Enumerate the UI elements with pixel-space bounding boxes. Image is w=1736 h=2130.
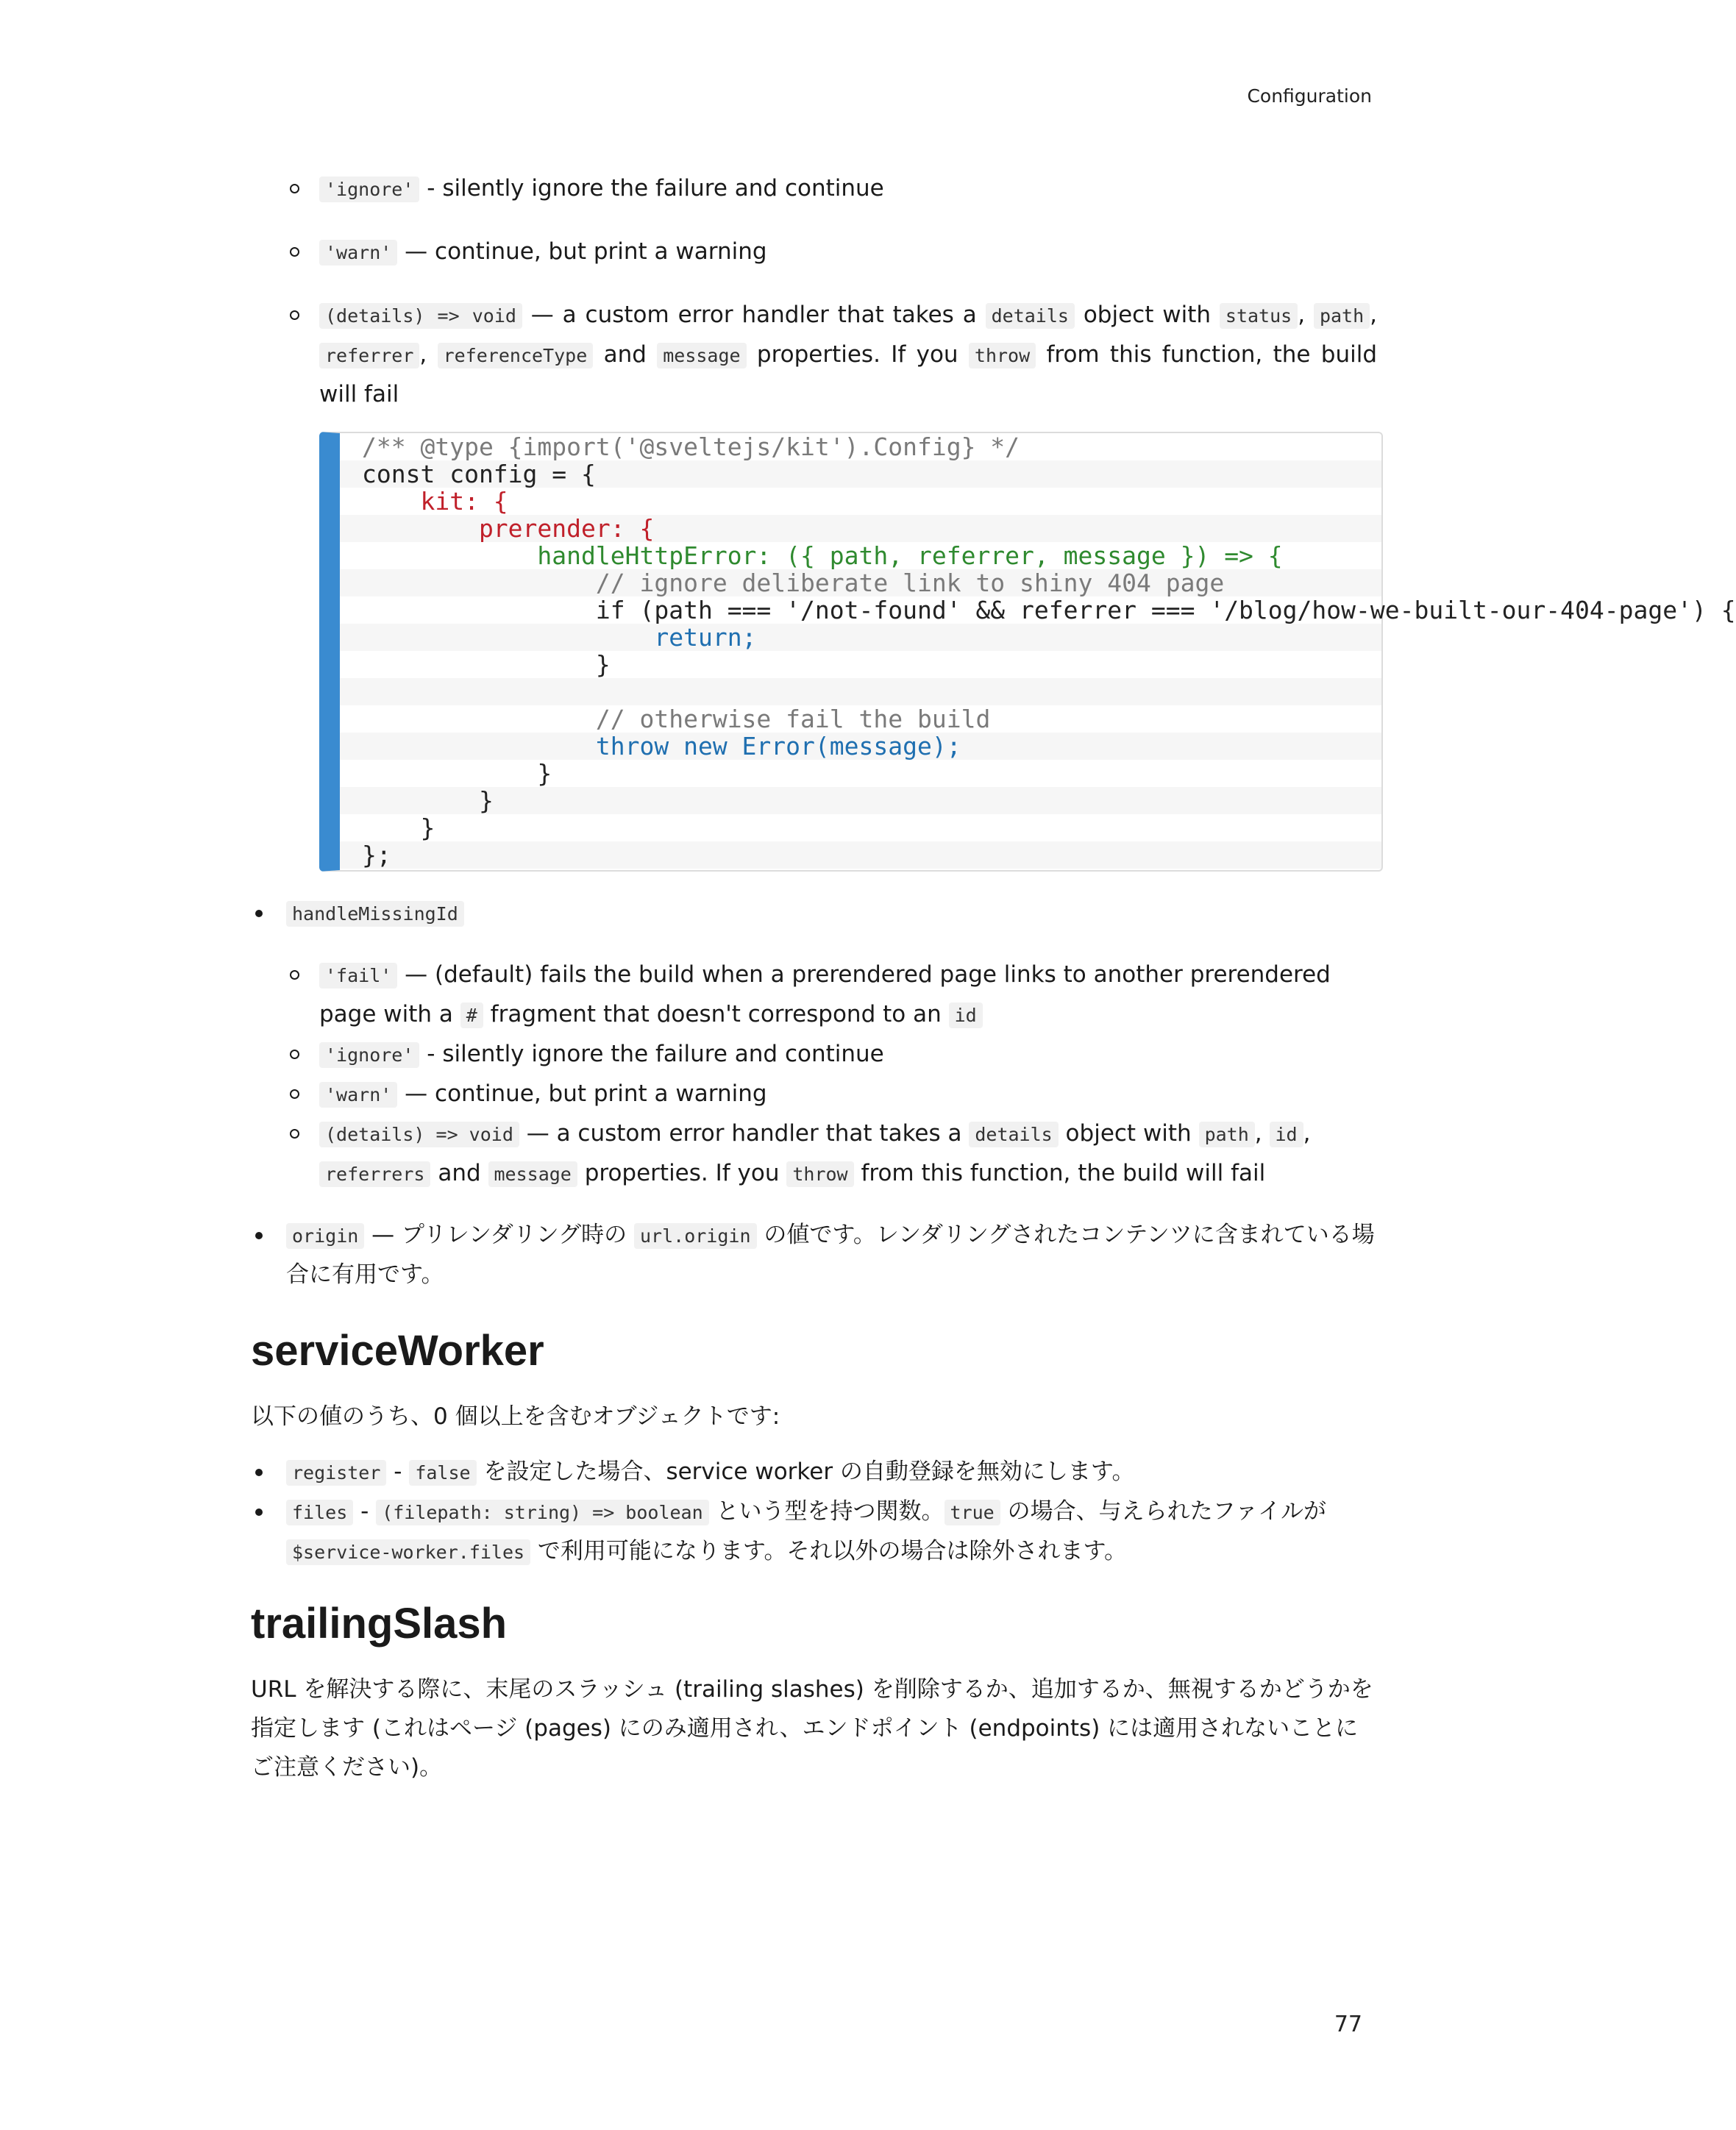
page-number: 77 xyxy=(1334,2012,1362,2037)
list-item: register - false を設定した場合、service worker の自動登録を無効にします。 xyxy=(251,1453,1377,1492)
list-item: 'fail' — (default) fails the build when a prerendered page links to another prerendered page with a # fragment that doesn't correspond to an id xyxy=(251,955,1377,1035)
code-content: /** @type {import('@sveltejs/kit').Config} */ const config = { kit: { prerender: { handleHttpError: ({ path, referrer, message }) => { // ignore deliberate link to shiny 404 page if (path === '/not-found' && referrer === '/blog/how-we-built-our-404-page') { return; } // otherwise fail the build throw new Error(message); } } } }; xyxy=(362,432,1736,869)
inline-code: 'ignore' xyxy=(319,177,419,202)
service-worker-options-list xyxy=(251,1453,1377,1572)
list-item: origin — プリレンダリング時の url.origin の値です。レンダリングされたコンテンツに含まれている場合に有用です。 xyxy=(251,1216,1377,1294)
list-item: files - (filepath: string) => boolean という型を持つ関数。 true の場合、与えられたファイルが $service-worker.files で利用可能になります。それ以外の場合は除外されます。 xyxy=(251,1492,1377,1572)
list-item xyxy=(251,894,1377,1194)
list-item: (details) => void — a custom error handler that takes a details object with path , id , referrers and message properties. If you throw from this function, the build will fail xyxy=(251,1114,1377,1194)
list-item: (details) => void — a custom error handler that takes a details object with status , path , referrer , referenceType and message properties. If you throw from this function, the build will fail xyxy=(251,296,1377,414)
paragraph: 以下の値のうち、0 個以上を含むオブジェクトです: xyxy=(251,1403,780,1430)
list-item: 'ignore' - silently ignore the failure and continue xyxy=(251,169,1377,209)
inline-code: 'warn' xyxy=(319,240,397,266)
list-item: 'warn' — continue, but print a warning xyxy=(251,1075,1377,1114)
list-item: 'warn' — continue, but print a warning xyxy=(251,232,1377,272)
inline-code: handleMissingId xyxy=(286,901,464,927)
http-error-options-list xyxy=(251,169,1377,414)
inline-code: (details) => void xyxy=(319,303,522,329)
paragraph: URL を解決する際に、末尾のスラッシュ (trailing slashes) を削除するか、追加するか、無視するかどうかを指定します (これはページ (pages) にのみ適用され、エンドポイント (endpoints) には適用されないことにご注意ください)。 xyxy=(251,1676,1373,1781)
section-heading-trailing-slash: trailingSlash xyxy=(251,1600,508,1648)
running-header: Configuration xyxy=(1247,85,1372,107)
code-block xyxy=(319,432,1736,872)
main-content xyxy=(251,169,1736,1787)
config-options-list xyxy=(251,894,1377,1294)
missing-id-options-list xyxy=(251,955,1377,1194)
section-heading-service-worker: serviceWorker xyxy=(251,1327,544,1375)
list-item: 'ignore' - silently ignore the failure and continue xyxy=(251,1035,1377,1075)
